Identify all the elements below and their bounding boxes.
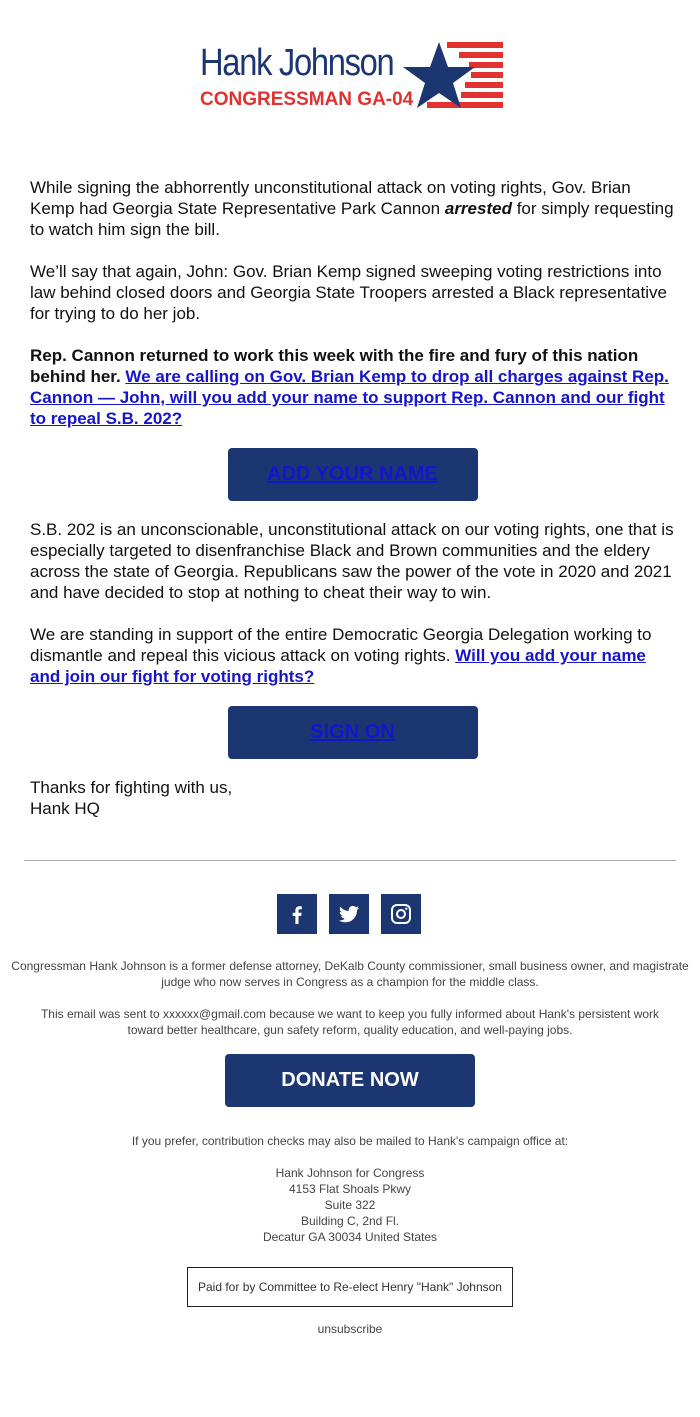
social-links (277, 894, 421, 934)
donate-now-button[interactable]: DONATE NOW (225, 1054, 475, 1107)
paragraph-1: While signing the abhorrently unconstitutional attack on voting rights, Gov. Brian Kemp had Georgia State Representative Park Cannon arrested for simply requesting to watch him sign the bill. (30, 178, 674, 239)
campaign-logo (198, 40, 503, 112)
add-your-name-button[interactable]: ADD YOUR NAME (228, 448, 478, 501)
bold-lead: Rep. Cannon returned to work this week with the fire and fury of this nation behind her. (30, 346, 639, 386)
footer-sent-to: This email was sent to xxxxxx@gmail.com because we want to keep you fully informed about Hank's persistent work toward better healthcare, gun safety reform, quality education, and well-paying jobs. (40, 1007, 660, 1037)
footer-bio: Congressman Hank Johnson is a former defense attorney, DeKalb County commissioner, small business owner, and magistrate judge who now serves in Congress as a champion for the middle class. (11, 959, 689, 989)
facebook-link[interactable] (277, 894, 317, 934)
instagram-icon (389, 902, 413, 926)
paragraph-2: We’ll say that again, John: Gov. Brian Kemp signed sweeping voting restrictions into law behind closed doors and Georgia State Troopers arrested a Black representative for trying to do her job. (30, 262, 667, 323)
signoff: Thanks for fighting with us, Hank HQ (30, 778, 233, 818)
facebook-icon (285, 902, 309, 926)
address-line: Suite 322 (324, 1198, 376, 1212)
twitter-link[interactable] (329, 894, 369, 934)
sign-on-button[interactable]: SIGN ON (228, 706, 478, 759)
mailing-address (10, 1165, 690, 1245)
checks-note: If you prefer, contribution checks may also be mailed to Hank's campaign office at: (131, 1134, 569, 1148)
paragraph-4: S.B. 202 is an unconscionable, unconstitutional attack on our voting rights, one that is especially targeted to disenfranchise Black and Brown communities and the eldery across the state of Georgia. Republicans saw the power of the vote in 2020 and 2021 and have decided to stop at nothing to cheat their way to win. (30, 520, 674, 602)
footer (10, 958, 690, 1337)
divider (24, 860, 676, 861)
twitter-icon (337, 902, 361, 926)
unsubscribe-link[interactable]: unsubscribe (317, 1322, 383, 1336)
emphasis-arrested: arrested (444, 199, 512, 218)
address-line: Building C, 2nd Fl. (300, 1214, 400, 1228)
paid-for-disclaimer: Paid for by Committee to Re-elect Henry "Hank" Johnson (187, 1267, 513, 1307)
logo-subtitle: CONGRESSMAN GA-04 (200, 89, 414, 110)
join-fight-link[interactable]: Will you add your name and join our fight for voting rights? (30, 646, 646, 686)
email-body (30, 177, 675, 840)
instagram-link[interactable] (381, 894, 421, 934)
address-line: Decatur GA 30034 United States (262, 1230, 438, 1244)
address-line: Hank Johnson for Congress (275, 1166, 425, 1180)
paragraph-5: We are standing in support of the entire Democratic Georgia Delegation working to dismantle and repeal this vicious attack on voting rights. Will you add your name and join our fight for voting rights? (30, 625, 652, 686)
paragraph-3 (30, 345, 675, 429)
star-stripes-icon (403, 40, 503, 108)
logo-name: Hank Johnson (200, 42, 394, 84)
address-line: 4153 Flat Shoals Pkwy (288, 1182, 412, 1196)
add-name-link[interactable]: We are calling on Gov. Brian Kemp to drop all charges against Rep. Cannon — John, will you add your name to support Rep. Cannon and our fight to repeal S.B. 202? (30, 367, 669, 428)
